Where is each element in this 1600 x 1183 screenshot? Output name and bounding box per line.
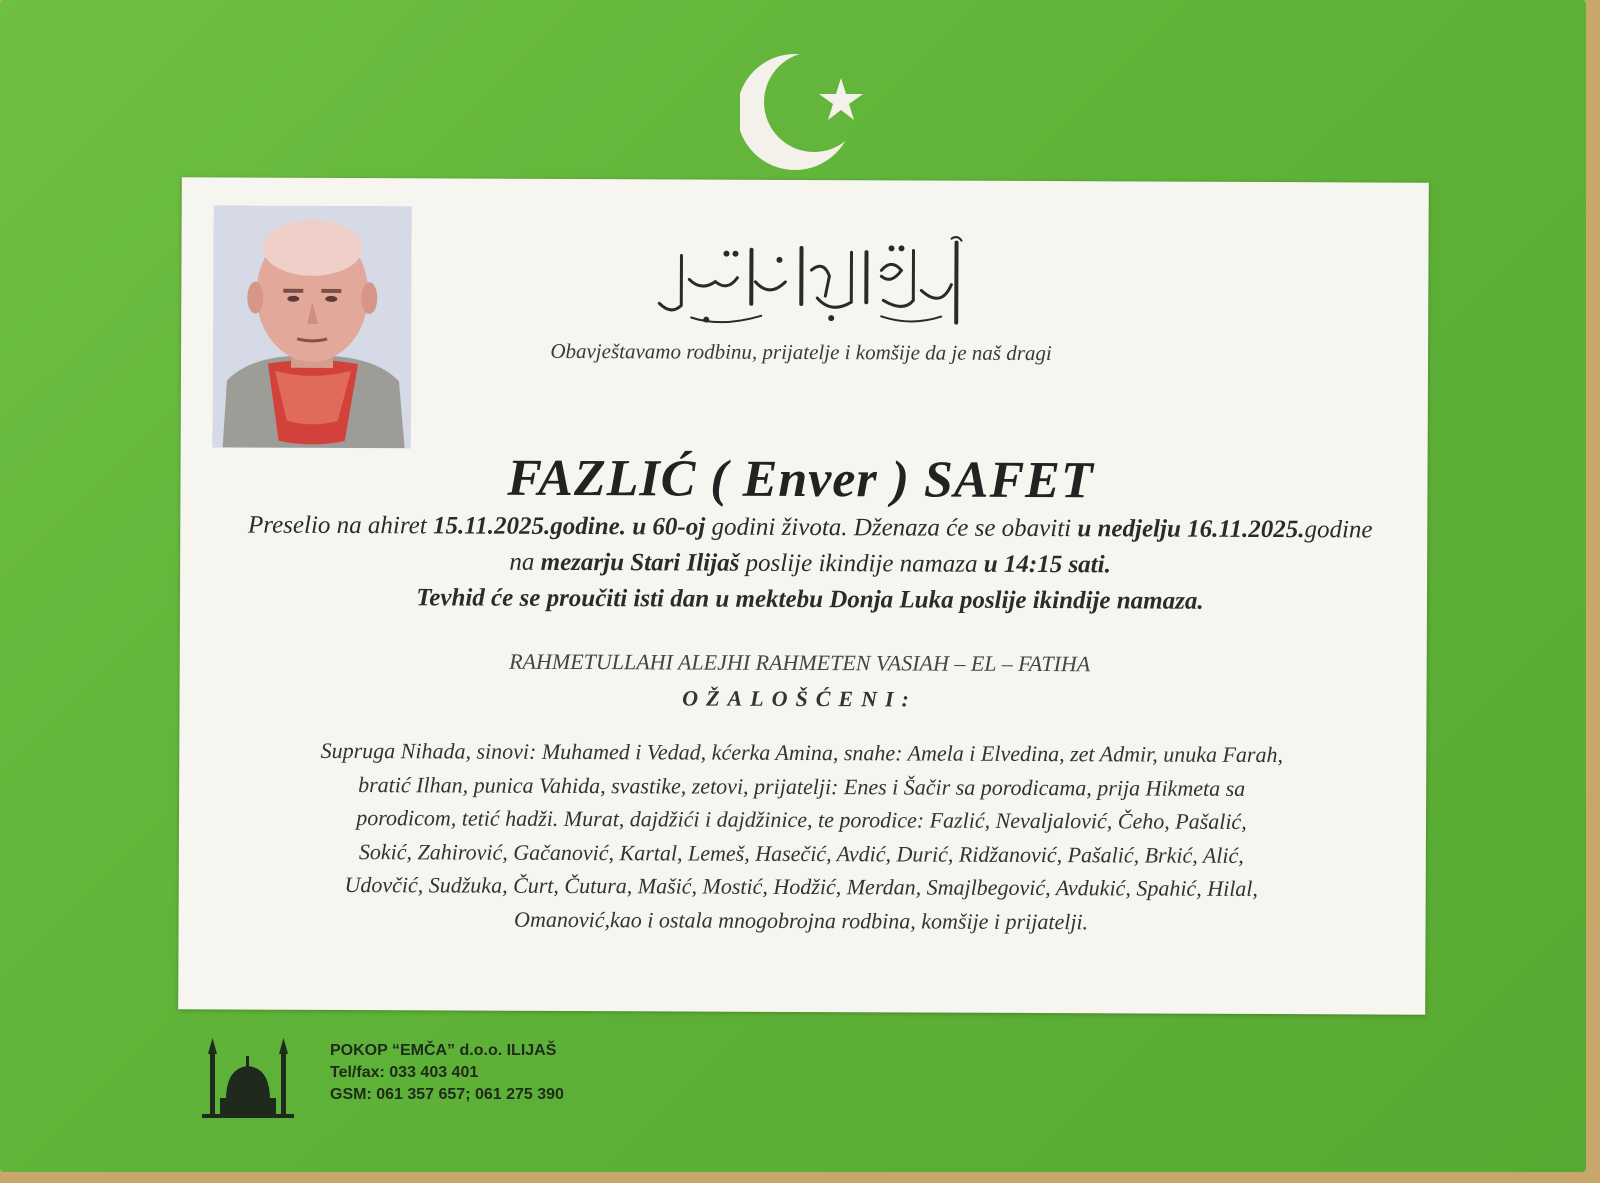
arabic-calligraphy — [651, 229, 971, 340]
tevhid-text: Tevhid će se proučiti isti dan u mektebu Donja Luka poslije ikindije namaza. — [416, 584, 1204, 615]
company-name: POKOP “EMČA” d.o.o. ILIJAŠ — [330, 1042, 557, 1059]
mourners-line: Sokić, Zahirović, Gačanović, Kartal, Lemeš, Hasečić, Avdić, Durić, Ridžanović, Pašalić, Brkić, Alić, — [358, 838, 1244, 868]
company-gsm: GSM: 061 357 657; 061 275 390 — [330, 1086, 564, 1103]
mourners-line: Supruga Nihada, sinovi: Muhamed i Vedad, kćerka Amina, snahe: Amela i Elvedina, zet Admir, unuka Farah, — [320, 737, 1284, 768]
mourners-line: bratić Ilhan, punica Vahida, svastike, zetovi, prijatelji: Enes i Šačir sa porodicama, prija Hikmeta sa — [358, 771, 1246, 801]
funeral-company-info — [330, 1040, 564, 1106]
deceased-name: FAZLIĆ ( Enver ) SAFET — [507, 449, 1094, 510]
intro-text: Obavještavamo rodbinu, prijatelje i komšije da je naš dragi — [550, 338, 1052, 366]
mourners-line: Omanović,kao i ostala mnogobrojna rodbina, komšije i prijatelji. — [514, 906, 1089, 934]
prayer-text: RAHMETULLAHI ALEJHI RAHMETEN VASIAH – EL – FATIHA — [509, 648, 1091, 677]
crescent-star-icon — [740, 50, 875, 175]
mourners-line: porodicom, tetić hadži. Murat, dajdžići i dajdžinice, te porodice: Fazlić, Nevaljalović, Čeho, Pašalić, — [356, 805, 1247, 834]
portrait-photo — [213, 205, 412, 448]
mourners-heading: OŽALOŠĆENI: — [682, 685, 917, 712]
portrait-illustration — [213, 205, 412, 448]
obituary-card — [178, 177, 1429, 1014]
company-telfax: Tel/fax: 033 403 401 — [330, 1064, 479, 1081]
announcement-text: Preselio na ahiret 15.11.2025.godine. u 60-oj godini života. Dženaza će se obaviti u nedjelju 16.11.2025.godine na mezarju Stari Ilijaš poslije ikindije namaza u 14:15 sati. Tevhid će se proučiti isti dan u mektebu Donja Luka poslije ikindije namaza. — [247, 511, 1373, 615]
mosque-icon — [198, 1038, 298, 1120]
mourners-line: Udovčić, Sudžuka, Čurt, Čutura, Mašić, Mostić, Hodžić, Merdan, Smajlbegović, Avdukić, Spahić, Hilal, — [344, 872, 1259, 901]
mourners-list — [209, 733, 1395, 939]
